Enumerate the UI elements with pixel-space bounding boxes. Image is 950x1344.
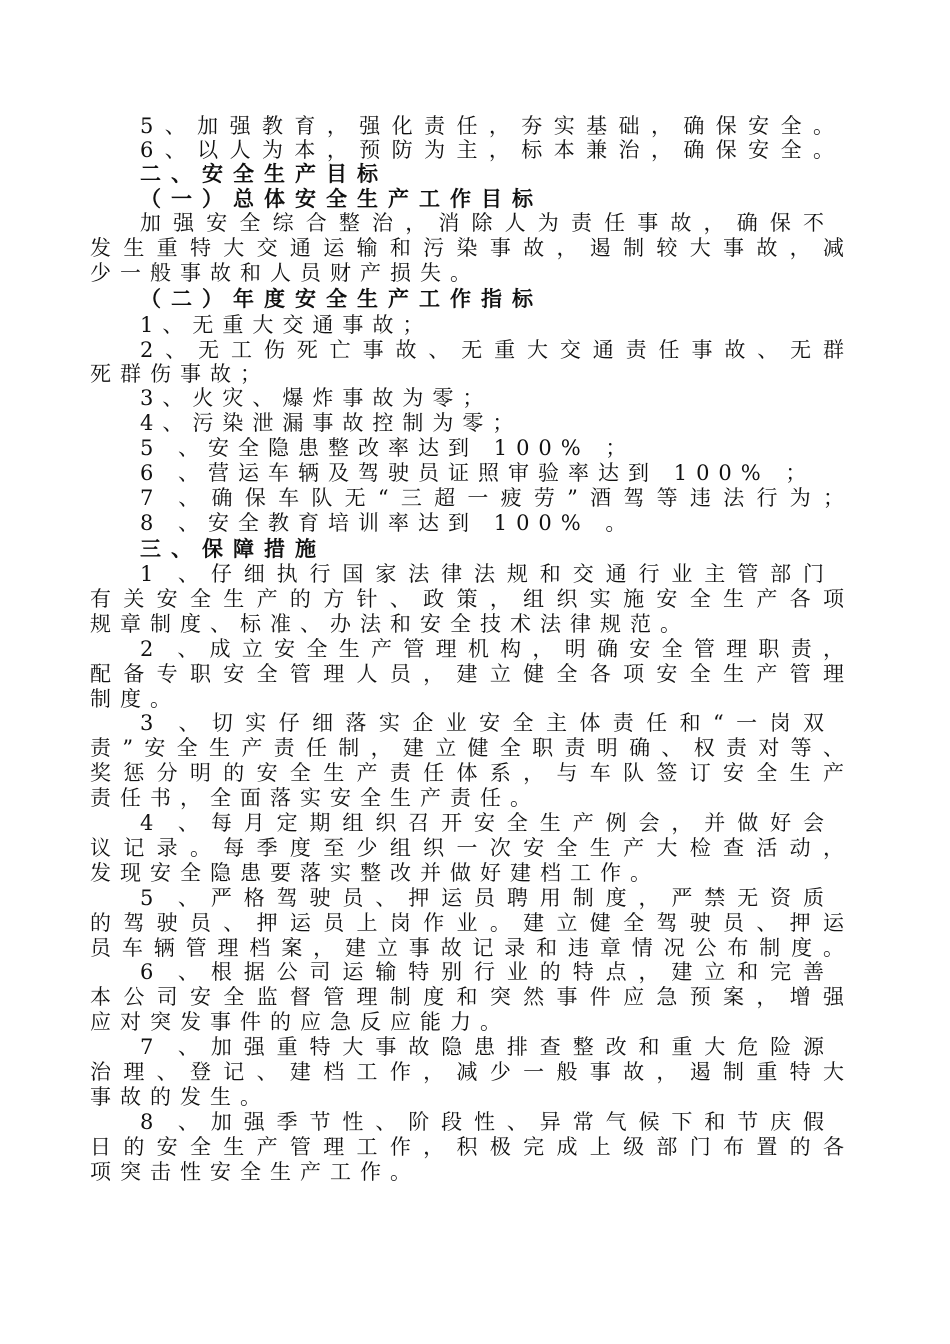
measure-4: 4 、每月定期组织召开安全生产例会，并做好会 xyxy=(140,811,830,835)
measure-7: 7 、加强重特大事故隐患排查整改和重大危险源 xyxy=(140,1035,830,1059)
measure-1: 1 、仔细执行国家法律法规和交通行业主管部门 xyxy=(140,562,830,586)
subheading-overall-goal: （一）总体安全生产工作目标 xyxy=(140,186,543,211)
measure-5: 5 、严格驾驶员、押运员聘用制度，严禁无资质 xyxy=(140,886,830,910)
paragraph-line: 奖惩分明的安全生产责任体系，与车队签订安全生产 xyxy=(90,761,850,785)
paragraph-line: 加强安全综合整治，消除人为责任事故，确保不 xyxy=(140,211,830,235)
paragraph-line: 项突击性安全生产工作。 xyxy=(90,1160,420,1184)
paragraph-line: 应对突发事件的应急反应能力。 xyxy=(90,1010,510,1034)
measure-6: 6 、根据公司运输特别行业的特点，建立和完善 xyxy=(140,960,830,984)
paragraph-line: 规章制度、标准、办法和安全技术法律规范。 xyxy=(90,612,690,636)
indicator-6: 6 、营运车辆及驾驶员证照审验率达到 100% ； xyxy=(140,461,816,485)
measure-8: 8 、加强季节性、阶段性、异常气候下和节庆假 xyxy=(140,1110,830,1134)
paragraph-line: 治理、登记、建档工作，减少一般事故，遏制重特大 xyxy=(90,1060,850,1084)
indicator-4: 4、污染泄漏事故控制为零； xyxy=(140,411,523,435)
subheading-annual-indicators: （二）年度安全生产工作指标 xyxy=(140,286,543,311)
paragraph-line: 议记录。每季度至少组织一次安全生产大检查活动， xyxy=(90,836,850,860)
paragraph-line: 事故的发生。 xyxy=(90,1085,270,1109)
indicator-8: 8 、安全教育培训率达到 100% 。 xyxy=(140,511,636,535)
indicator-1: 1、无重大交通事故； xyxy=(140,313,433,337)
paragraph-line: 责任书，全面落实安全生产责任。 xyxy=(90,786,540,810)
paragraph-line: 发现安全隐患要落实整改并做好建档工作。 xyxy=(90,861,660,885)
paragraph-line: 本公司安全监督管理制度和突然事件应急预案，增强 xyxy=(90,985,850,1009)
paragraph-line: 有关安全生产的方针、政策，组织实施安全生产各项 xyxy=(90,587,850,611)
paragraph-line: 制度。 xyxy=(90,687,180,711)
indicator-5: 5 、安全隐患整改率达到 100% ； xyxy=(140,436,636,460)
paragraph-line: 的驾驶员、押运员上岗作业。建立健全驾驶员、押运 xyxy=(90,911,850,935)
indicator-3: 3、火灾、爆炸事故为零； xyxy=(140,386,493,410)
principle-5: 5、加强教育，强化责任，夯实基础，确保安全。 xyxy=(140,114,840,138)
section-heading-3: 三、保障措施 xyxy=(140,536,326,561)
section-heading-2: 二、安全生产目标 xyxy=(140,161,388,186)
paragraph-line: 责”安全生产责任制，建立健全职责明确、权责对等、 xyxy=(90,736,850,760)
indicator-2: 2、无工伤死亡事故、无重大交通责任事故、无群 xyxy=(140,338,850,362)
paragraph-line: 少一般事故和人员财产损失。 xyxy=(90,261,480,285)
paragraph-line: 日的安全生产管理工作，积极完成上级部门布置的各 xyxy=(90,1135,850,1159)
paragraph-line: 员车辆管理档案，建立事故记录和违章情况公布制度。 xyxy=(90,936,850,960)
paragraph-line: 死群伤事故； xyxy=(90,362,270,386)
principle-6: 6、以人为本，预防为主，标本兼治，确保安全。 xyxy=(140,138,840,162)
paragraph-line: 配备专职安全管理人员，建立健全各项安全生产管理 xyxy=(90,662,850,686)
paragraph-line: 发生重特大交通运输和污染事故，遏制较大事故，减 xyxy=(90,236,850,260)
measure-3: 3 、切实仔细落实企业安全主体责任和“一岗双 xyxy=(140,711,830,735)
measure-2: 2 、成立安全生产管理机构，明确安全管理职责， xyxy=(140,637,850,661)
indicator-7: 7 、确保车队无“三超一疲劳”酒驾等违法行为； xyxy=(140,486,850,510)
